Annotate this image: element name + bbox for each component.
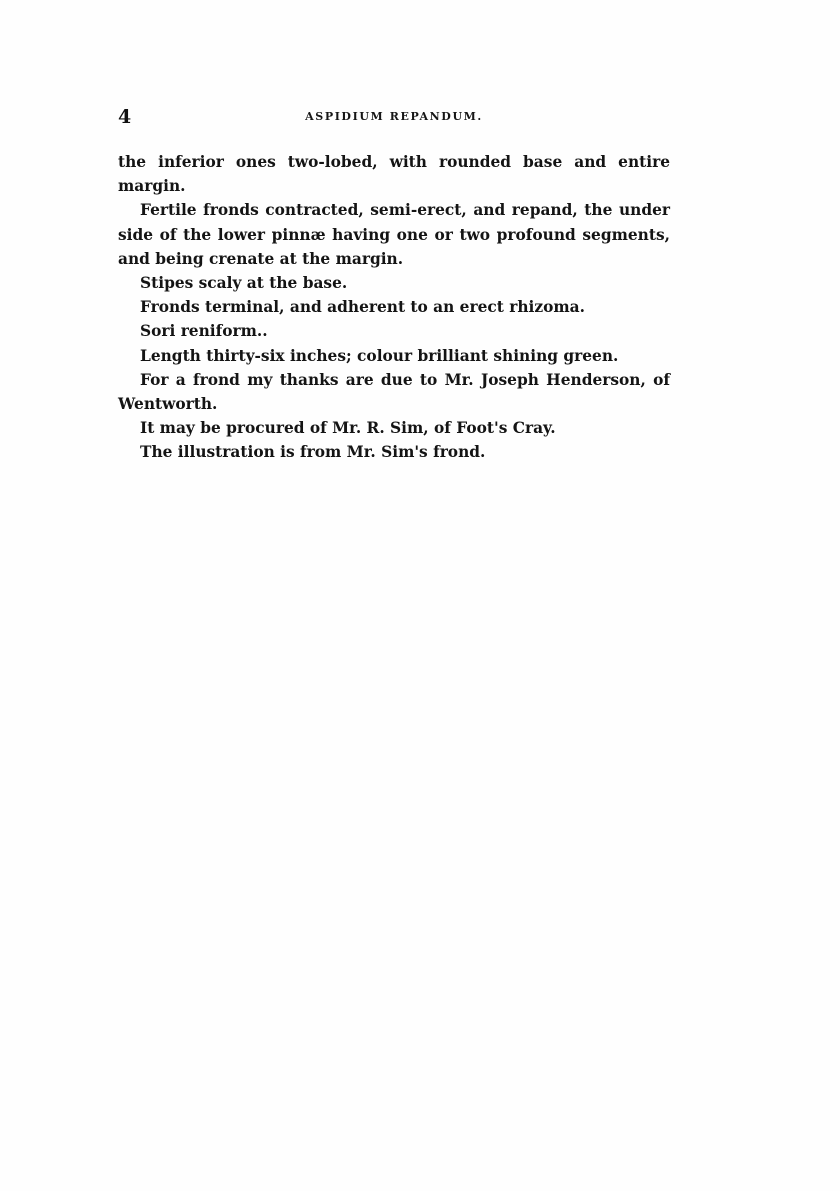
paragraph: Fronds terminal, and adherent to an erect rhizoma. xyxy=(140,298,585,317)
paragraph: Sori reniform.. xyxy=(140,322,268,341)
paragraph: Fertile fronds contracted, semi-erect, and repand, the under side of the lower pinnæ having one or two profound segments, and being crenate at the margin. xyxy=(118,201,670,268)
paragraph: The illustration is from Mr. Sim's frond. xyxy=(140,443,486,462)
body-text xyxy=(118,150,670,465)
running-title: ASPIDIUM REPANDUM. xyxy=(305,110,483,123)
paragraph: For a frond my thanks are due to Mr. Joseph Henderson, of Wentworth. xyxy=(118,370,670,414)
paragraph: It may be procured of Mr. R. Sim, of Foot's Cray. xyxy=(140,419,556,438)
paragraph: the inferior ones two-lobed, with rounded base and entire margin. xyxy=(118,153,670,196)
paragraph: Length thirty-six inches; colour brilliant shining green. xyxy=(140,346,619,365)
paragraph: Stipes scaly at the base. xyxy=(140,274,348,293)
page-number: 4 xyxy=(118,106,132,128)
page-header xyxy=(118,106,670,132)
